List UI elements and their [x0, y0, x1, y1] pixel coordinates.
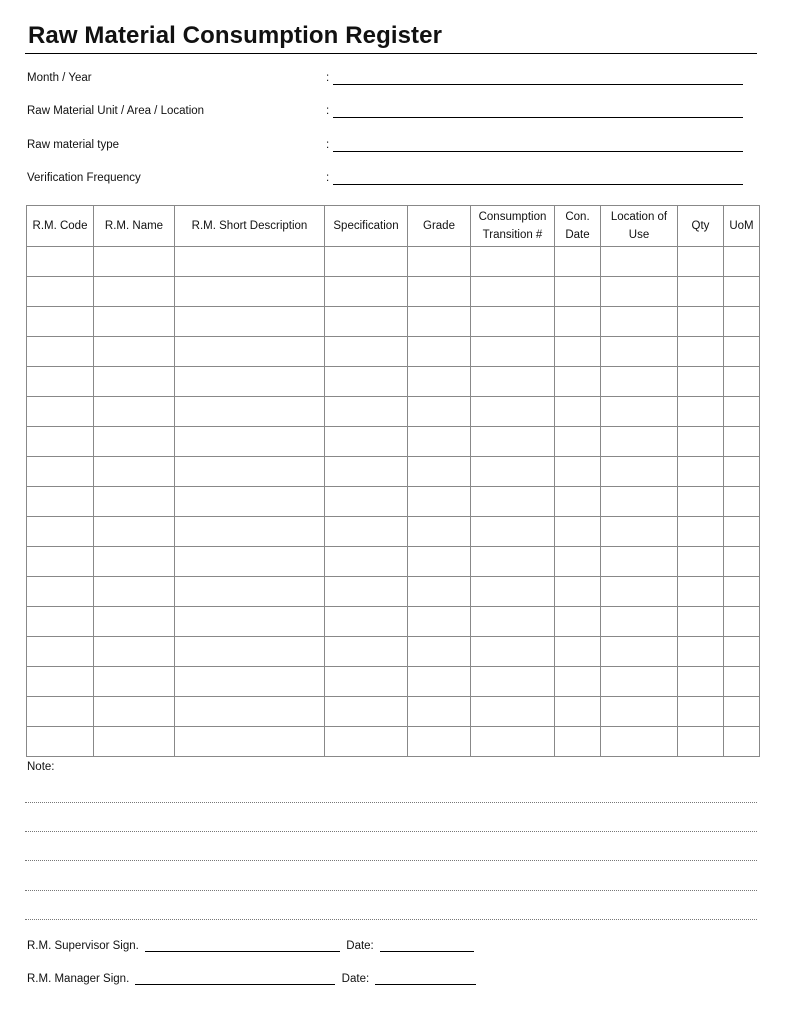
table-row: [27, 397, 760, 427]
table-cell[interactable]: [601, 247, 678, 277]
table-cell[interactable]: [724, 517, 760, 547]
table-cell[interactable]: [724, 277, 760, 307]
table-cell[interactable]: [601, 337, 678, 367]
table-cell[interactable]: [175, 607, 325, 637]
table-cell[interactable]: [724, 637, 760, 667]
table-cell[interactable]: [408, 277, 471, 307]
table-cell[interactable]: [678, 637, 724, 667]
table-cell[interactable]: [724, 547, 760, 577]
table-cell[interactable]: [408, 457, 471, 487]
supervisor-sign-label: R.M. Supervisor Sign.: [27, 940, 139, 952]
table-cell[interactable]: [27, 607, 94, 637]
table-row: [27, 697, 760, 727]
table-cell[interactable]: [555, 547, 601, 577]
field-colon: :: [326, 72, 330, 84]
table-cell[interactable]: [94, 487, 175, 517]
table-cell[interactable]: [175, 547, 325, 577]
table-cell[interactable]: [27, 427, 94, 457]
table-cell[interactable]: [408, 637, 471, 667]
table-cell[interactable]: [408, 607, 471, 637]
manager-date-line[interactable]: [375, 971, 476, 985]
table-cell[interactable]: [175, 517, 325, 547]
table-cell[interactable]: [471, 337, 555, 367]
field-verification-frequency: [27, 172, 743, 188]
table-cell[interactable]: [555, 337, 601, 367]
table-cell[interactable]: [27, 247, 94, 277]
table-cell[interactable]: [94, 337, 175, 367]
table-cell[interactable]: [601, 547, 678, 577]
table-cell[interactable]: [175, 367, 325, 397]
table-cell[interactable]: [325, 577, 408, 607]
table-cell[interactable]: [175, 247, 325, 277]
table-cell[interactable]: [471, 457, 555, 487]
note-label: Note:: [27, 761, 55, 773]
table-cell[interactable]: [555, 667, 601, 697]
table-cell[interactable]: [94, 457, 175, 487]
table-cell[interactable]: [555, 517, 601, 547]
table-cell[interactable]: [27, 277, 94, 307]
table-cell[interactable]: [555, 487, 601, 517]
field-label: Raw Material Unit / Area / Location: [27, 105, 205, 117]
field-raw-material-type: [27, 139, 743, 155]
table-row: [27, 427, 760, 457]
table-cell[interactable]: [175, 397, 325, 427]
table-cell[interactable]: [555, 637, 601, 667]
table-cell[interactable]: [555, 577, 601, 607]
table-row: [27, 487, 760, 517]
table-cell[interactable]: [94, 277, 175, 307]
table-cell[interactable]: [724, 667, 760, 697]
table-cell[interactable]: [27, 547, 94, 577]
table-cell[interactable]: [678, 547, 724, 577]
table-cell[interactable]: [325, 457, 408, 487]
table-cell[interactable]: [27, 487, 94, 517]
table-cell[interactable]: [601, 727, 678, 757]
table-row: [27, 457, 760, 487]
consumption-table: [26, 205, 760, 757]
col-header-rm-name: R.M. Name: [94, 206, 175, 247]
table-cell[interactable]: [27, 367, 94, 397]
table-cell[interactable]: [408, 517, 471, 547]
table-cell[interactable]: [601, 307, 678, 337]
table-cell[interactable]: [678, 397, 724, 427]
table-cell[interactable]: [555, 607, 601, 637]
table-cell[interactable]: [94, 517, 175, 547]
table-cell[interactable]: [724, 337, 760, 367]
table-cell[interactable]: [325, 367, 408, 397]
table-cell[interactable]: [325, 277, 408, 307]
col-header-grade: Grade: [408, 206, 471, 247]
month-year-input-line[interactable]: [333, 84, 743, 85]
table-row: [27, 307, 760, 337]
table-cell[interactable]: [94, 577, 175, 607]
table-cell[interactable]: [471, 487, 555, 517]
table-cell[interactable]: [27, 577, 94, 607]
table-cell[interactable]: [325, 547, 408, 577]
table-cell[interactable]: [325, 397, 408, 427]
table-cell[interactable]: [27, 667, 94, 697]
note-line[interactable]: [25, 802, 757, 803]
table-cell[interactable]: [678, 367, 724, 397]
table-cell[interactable]: [325, 337, 408, 367]
raw-material-type-input-line[interactable]: [333, 151, 743, 152]
col-header-specification: Specification: [325, 206, 408, 247]
table-cell[interactable]: [27, 397, 94, 427]
table-cell[interactable]: [601, 517, 678, 547]
table-row: [27, 247, 760, 277]
table-cell[interactable]: [555, 697, 601, 727]
table-cell[interactable]: [555, 247, 601, 277]
table-cell[interactable]: [601, 487, 678, 517]
table-row: [27, 367, 760, 397]
table-cell[interactable]: [325, 667, 408, 697]
table-cell[interactable]: [408, 547, 471, 577]
table-cell[interactable]: [601, 637, 678, 667]
table-cell[interactable]: [175, 457, 325, 487]
table-cell[interactable]: [175, 637, 325, 667]
table-cell[interactable]: [27, 337, 94, 367]
table-cell[interactable]: [555, 427, 601, 457]
manager-sign-line[interactable]: [135, 971, 335, 985]
table-cell[interactable]: [678, 457, 724, 487]
table-cell[interactable]: [678, 307, 724, 337]
table-cell[interactable]: [555, 457, 601, 487]
supervisor-sign-line[interactable]: [145, 938, 340, 952]
table-cell[interactable]: [678, 577, 724, 607]
table-cell[interactable]: [408, 367, 471, 397]
table-cell[interactable]: [94, 427, 175, 457]
table-cell[interactable]: [408, 727, 471, 757]
col-header-con-date: Con. Date: [555, 206, 601, 247]
verification-frequency-input-line[interactable]: [333, 184, 743, 185]
table-cell[interactable]: [325, 697, 408, 727]
table-cell[interactable]: [94, 667, 175, 697]
table-cell[interactable]: [601, 457, 678, 487]
table-cell[interactable]: [724, 367, 760, 397]
manager-date-label: Date:: [341, 973, 370, 985]
table-row: [27, 517, 760, 547]
manager-sign-label: R.M. Manager Sign.: [27, 973, 130, 985]
table-cell[interactable]: [27, 697, 94, 727]
table-cell[interactable]: [325, 727, 408, 757]
table-cell[interactable]: [678, 607, 724, 637]
table-body: [27, 247, 760, 757]
table-cell[interactable]: [555, 307, 601, 337]
table-cell[interactable]: [94, 727, 175, 757]
table-cell[interactable]: [555, 727, 601, 757]
table-row: [27, 637, 760, 667]
title-divider: [25, 53, 757, 54]
table-cell[interactable]: [678, 517, 724, 547]
field-colon: :: [326, 139, 330, 151]
table-cell[interactable]: [175, 727, 325, 757]
table-cell[interactable]: [471, 277, 555, 307]
table-cell[interactable]: [724, 727, 760, 757]
table-row: [27, 547, 760, 577]
table-cell[interactable]: [471, 667, 555, 697]
table-cell[interactable]: [94, 637, 175, 667]
table-cell[interactable]: [601, 277, 678, 307]
table-cell[interactable]: [724, 307, 760, 337]
unit-area-location-input-line[interactable]: [333, 117, 743, 118]
table-cell[interactable]: [27, 307, 94, 337]
field-colon: :: [326, 105, 330, 117]
table-row: [27, 607, 760, 637]
table-cell[interactable]: [94, 547, 175, 577]
table-header-row: [27, 206, 760, 247]
table-cell[interactable]: [471, 517, 555, 547]
table-cell[interactable]: [408, 427, 471, 457]
col-header-qty: Qty: [678, 206, 724, 247]
field-label: Verification Frequency: [27, 172, 141, 184]
table-cell[interactable]: [471, 367, 555, 397]
table-cell[interactable]: [408, 397, 471, 427]
table-cell[interactable]: [325, 427, 408, 457]
table-cell[interactable]: [175, 337, 325, 367]
table-cell[interactable]: [408, 487, 471, 517]
table-cell[interactable]: [678, 427, 724, 457]
table-cell[interactable]: [325, 487, 408, 517]
table-cell[interactable]: [94, 247, 175, 277]
table-row: [27, 277, 760, 307]
note-line[interactable]: [25, 919, 757, 920]
table-cell[interactable]: [408, 697, 471, 727]
table-cell[interactable]: [325, 517, 408, 547]
table-row: [27, 667, 760, 697]
table-cell[interactable]: [175, 427, 325, 457]
table-row: [27, 337, 760, 367]
table-cell[interactable]: [471, 397, 555, 427]
col-header-short-description: R.M. Short Description: [175, 206, 325, 247]
table-cell[interactable]: [408, 337, 471, 367]
table-cell[interactable]: [724, 607, 760, 637]
table-row: [27, 577, 760, 607]
manager-sign-row: [27, 971, 476, 985]
table-cell[interactable]: [27, 727, 94, 757]
table-cell[interactable]: [724, 427, 760, 457]
table-cell[interactable]: [325, 307, 408, 337]
table-cell[interactable]: [724, 487, 760, 517]
table-cell[interactable]: [27, 637, 94, 667]
table-cell[interactable]: [94, 367, 175, 397]
table-cell[interactable]: [175, 697, 325, 727]
table-cell[interactable]: [724, 247, 760, 277]
table-cell[interactable]: [175, 487, 325, 517]
supervisor-date-line[interactable]: [380, 938, 474, 952]
col-header-rm-code: R.M. Code: [27, 206, 94, 247]
table-cell[interactable]: [408, 307, 471, 337]
field-label: Raw material type: [27, 139, 120, 151]
table-cell[interactable]: [325, 247, 408, 277]
table-cell[interactable]: [471, 727, 555, 757]
table-cell[interactable]: [471, 637, 555, 667]
table-cell[interactable]: [678, 277, 724, 307]
table-cell[interactable]: [471, 607, 555, 637]
table-cell[interactable]: [601, 397, 678, 427]
table-cell[interactable]: [408, 247, 471, 277]
table-cell[interactable]: [555, 367, 601, 397]
table-cell[interactable]: [678, 247, 724, 277]
table-cell[interactable]: [678, 667, 724, 697]
table-cell[interactable]: [408, 667, 471, 697]
table-cell[interactable]: [724, 577, 760, 607]
field-colon: :: [326, 172, 330, 184]
table-cell[interactable]: [601, 667, 678, 697]
table-cell[interactable]: [601, 577, 678, 607]
table-row: [27, 727, 760, 757]
col-header-location-of-use: Location of Use: [601, 206, 678, 247]
table-cell[interactable]: [724, 697, 760, 727]
table-cell[interactable]: [27, 457, 94, 487]
table-cell[interactable]: [325, 607, 408, 637]
note-line[interactable]: [25, 831, 757, 832]
table-cell[interactable]: [555, 397, 601, 427]
note-line[interactable]: [25, 860, 757, 861]
table-cell[interactable]: [175, 277, 325, 307]
table-cell[interactable]: [94, 307, 175, 337]
field-unit-area-location: [27, 105, 743, 121]
supervisor-date-label: Date:: [346, 940, 374, 952]
table-cell[interactable]: [678, 337, 724, 367]
table-cell[interactable]: [94, 607, 175, 637]
table-cell[interactable]: [175, 667, 325, 697]
table-cell[interactable]: [601, 697, 678, 727]
table-cell[interactable]: [555, 277, 601, 307]
table-cell[interactable]: [325, 637, 408, 667]
table-cell[interactable]: [27, 517, 94, 547]
table-cell[interactable]: [408, 577, 471, 607]
table-cell[interactable]: [175, 307, 325, 337]
table-cell[interactable]: [724, 397, 760, 427]
table-cell[interactable]: [94, 397, 175, 427]
table-cell[interactable]: [471, 697, 555, 727]
table-cell[interactable]: [471, 247, 555, 277]
col-header-uom: UoM: [724, 206, 760, 247]
col-header-consumption-transition: Consumption Transition #: [471, 206, 555, 247]
table-cell[interactable]: [94, 697, 175, 727]
note-line[interactable]: [25, 890, 757, 891]
table-cell[interactable]: [471, 547, 555, 577]
table-cell[interactable]: [678, 487, 724, 517]
field-label: Month / Year: [27, 72, 92, 84]
table-cell[interactable]: [601, 427, 678, 457]
table-cell[interactable]: [471, 307, 555, 337]
page-title: Raw Material Consumption Register: [28, 22, 443, 49]
table-cell[interactable]: [601, 367, 678, 397]
table-cell[interactable]: [678, 697, 724, 727]
table-cell[interactable]: [724, 457, 760, 487]
table-cell[interactable]: [471, 427, 555, 457]
table-cell[interactable]: [175, 577, 325, 607]
table-cell[interactable]: [678, 727, 724, 757]
table-cell[interactable]: [471, 577, 555, 607]
table-cell[interactable]: [601, 607, 678, 637]
supervisor-sign-row: [27, 938, 474, 952]
field-month-year: [27, 72, 743, 88]
